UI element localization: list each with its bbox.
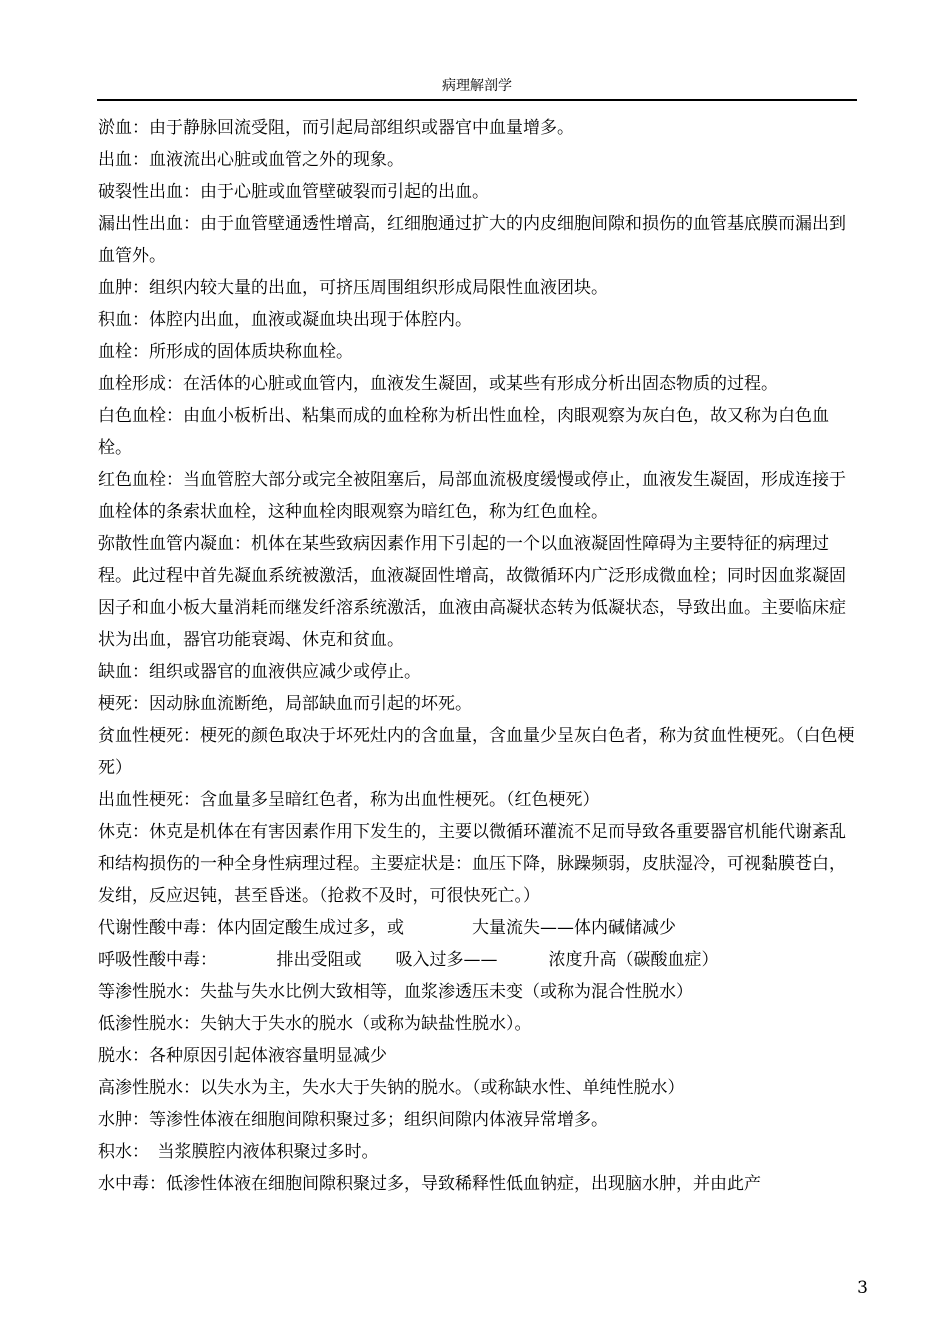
paragraph: 破裂性出血：由于心脏或血管壁破裂而引起的出血。 bbox=[98, 182, 489, 202]
paragraph: 等渗性脱水：失盐与失水比例大致相等，血浆渗透压未变（或称为混合性脱水） bbox=[98, 982, 693, 1002]
page-number: 3 bbox=[857, 1278, 868, 1298]
document-body bbox=[98, 112, 858, 1200]
paragraph: 红色血栓：当血管腔大部分或完全被阻塞后，局部血流极度缓慢或停止，血液发生凝固，形成连接于血栓体的条索状血栓，这种血栓肉眼观察为暗红色，称为红色血栓。 bbox=[98, 470, 846, 522]
paragraph: 淤血：由于静脉回流受阻，而引起局部组织或器官中血量增多。 bbox=[98, 118, 574, 138]
paragraph: 代谢性酸中毒：体内固定酸生成过多，或 大量流失——体内碱储减少 bbox=[98, 918, 676, 938]
paragraph: 血肿：组织内较大量的出血，可挤压周围组织形成局限性血液团块。 bbox=[98, 278, 608, 298]
paragraph: 积水： 当浆膜腔内液体积聚过多时。 bbox=[98, 1142, 379, 1162]
paragraph: 水中毒：低渗性体液在细胞间隙积聚过多，导致稀释性低血钠症，出现脑水肿，并由此产 bbox=[98, 1174, 761, 1194]
paragraph: 水肿：等渗性体液在细胞间隙积聚过多；组织间隙内体液异常增多。 bbox=[98, 1110, 608, 1130]
paragraph: 血栓形成：在活体的心脏或血管内，血液发生凝固，或某些有形成分析出固态物质的过程。 bbox=[98, 374, 778, 394]
paragraph: 呼吸性酸中毒： 排出受阻或 吸入过多—— 浓度升高（碳酸血症） bbox=[98, 950, 719, 970]
paragraph: 出血性梗死：含血量多呈暗红色者，称为出血性梗死。（红色梗死） bbox=[98, 790, 600, 810]
header-rule bbox=[97, 99, 857, 101]
paragraph: 出血：血液流出心脏或血管之外的现象。 bbox=[98, 150, 404, 170]
paragraph: 高渗性脱水：以失水为主，失水大于失钠的脱水。（或称缺水性、单纯性脱水） bbox=[98, 1078, 685, 1098]
paragraph: 血栓：所形成的固体质块称血栓。 bbox=[98, 342, 353, 362]
paragraph: 低渗性脱水：失钠大于失水的脱水（或称为缺盐性脱水）。 bbox=[98, 1014, 532, 1034]
paragraph: 弥散性血管内凝血：机体在某些致病因素作用下引起的一个以血液凝固性障碍为主要特征的病理过程。此过程中首先凝血系统被激活，血液凝固性增高，故微循环内广泛形成微血栓；同时因血浆凝固因子和血小板大量消耗而继发纤溶系统激活，血液由高凝状态转为低凝状态，导致出血。主要临床症状为出血，器官功能衰竭、休克和贫血。 bbox=[98, 534, 846, 650]
paragraph: 梗死：因动脉血流断绝，局部缺血而引起的坏死。 bbox=[98, 694, 472, 714]
running-header: 病理解剖学 bbox=[442, 78, 512, 94]
paragraph: 积血：体腔内出血，血液或凝血块出现于体腔内。 bbox=[98, 310, 472, 330]
paragraph: 漏出性出血：由于血管壁通透性增高，红细胞通过扩大的内皮细胞间隙和损伤的血管基底膜而漏出到血管外。 bbox=[98, 214, 846, 266]
paragraph: 贫血性梗死：梗死的颜色取决于坏死灶内的含血量，含血量少呈灰白色者，称为贫血性梗死。（白色梗死） bbox=[98, 726, 855, 778]
paragraph: 休克：休克是机体在有害因素作用下发生的，主要以微循环灌流不足而导致各重要器官机能代谢紊乱和结构损伤的一种全身性病理过程。主要症状是：血压下降，脉躁频弱，皮肤湿冷，可视黏膜苍白，发绀，反应迟钝，甚至昏迷。（抢救不及时，可很快死亡。） bbox=[98, 822, 846, 906]
paragraph: 缺血：组织或器官的血液供应减少或停止。 bbox=[98, 662, 421, 682]
paragraph: 白色血栓：由血小板析出、粘集而成的血栓称为析出性血栓，肉眼观察为灰白色，故又称为白色血栓。 bbox=[98, 406, 829, 458]
paragraph: 脱水：各种原因引起体液容量明显减少 bbox=[98, 1046, 387, 1066]
